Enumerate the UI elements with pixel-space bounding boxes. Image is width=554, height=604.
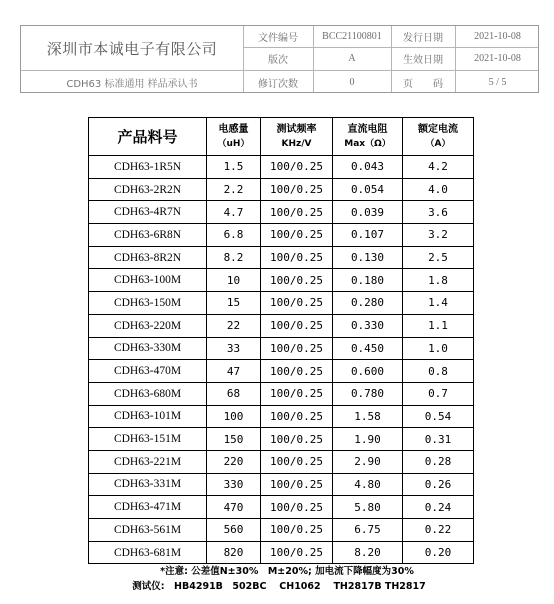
cell-test-frequency: 100/0.25 [261, 519, 333, 542]
cell-rated-current: 0.20 [403, 541, 474, 564]
cell-test-frequency: 100/0.25 [261, 178, 333, 201]
cell-test-frequency: 100/0.25 [261, 360, 333, 383]
cell-rated-current: 0.8 [403, 360, 474, 383]
table-row [89, 405, 474, 428]
table-row [89, 519, 474, 542]
col-header-unit: Max（Ω） [344, 138, 391, 149]
table-row [89, 292, 474, 315]
issue-date-label: 发行日期 [403, 33, 443, 44]
cell-rated-current: 0.54 [403, 405, 474, 428]
table-row [89, 382, 474, 405]
col-header-unit: （uH） [217, 138, 250, 149]
cell-dc-resistance: 1.58 [333, 405, 403, 428]
cell-dc-resistance: 4.80 [333, 473, 403, 496]
table-row [89, 360, 474, 383]
cell-inductance: 330 [207, 473, 261, 496]
cell-rated-current: 1.0 [403, 337, 474, 360]
col-header-text: 测试频率 [276, 123, 317, 135]
cell-dc-resistance: 5.80 [333, 496, 403, 519]
document-subtitle: CDH63 标准通用 样品承认书 [66, 78, 198, 90]
revision-value: 0 [349, 76, 355, 88]
cell-test-frequency: 100/0.25 [261, 292, 333, 315]
cell-dc-resistance: 1.90 [333, 428, 403, 451]
effective-date-label: 生效日期 [403, 55, 443, 66]
cell-part-number: CDH63-220M [89, 314, 207, 337]
table-row [89, 269, 474, 292]
cell-test-frequency: 100/0.25 [261, 428, 333, 451]
table-row [89, 224, 474, 247]
cell-part-number: CDH63-221M [89, 450, 207, 473]
table-row [89, 156, 474, 179]
col-header-unit: KHz/V [281, 138, 312, 149]
cell-part-number: CDH63-8R2N [89, 246, 207, 269]
cell-dc-resistance: 0.600 [333, 360, 403, 383]
cell-part-number: CDH63-1R5N [89, 156, 207, 179]
cell-rated-current: 3.2 [403, 224, 474, 247]
cell-part-number: CDH63-2R2N [89, 178, 207, 201]
table-row [89, 450, 474, 473]
cell-rated-current: 1.8 [403, 269, 474, 292]
table-row [89, 337, 474, 360]
cell-inductance: 4.7 [207, 201, 261, 224]
cell-inductance: 47 [207, 360, 261, 383]
table-row [89, 496, 474, 519]
cell-dc-resistance: 6.75 [333, 519, 403, 542]
version-label: 版次 [268, 55, 288, 66]
cell-dc-resistance: 2.90 [333, 450, 403, 473]
table-row [89, 178, 474, 201]
table-header-row [89, 118, 474, 156]
cell-part-number: CDH63-681M [89, 541, 207, 564]
cell-rated-current: 0.26 [403, 473, 474, 496]
table-row [89, 473, 474, 496]
col-header-rated-current [403, 118, 474, 156]
cell-inductance: 10 [207, 269, 261, 292]
cell-rated-current: 4.0 [403, 178, 474, 201]
cell-part-number: CDH63-330M [89, 337, 207, 360]
cell-test-frequency: 100/0.25 [261, 314, 333, 337]
cell-part-number: CDH63-471M [89, 496, 207, 519]
cell-part-number: CDH63-100M [89, 269, 207, 292]
col-header-part-number [89, 118, 207, 156]
cell-dc-resistance: 0.043 [333, 156, 403, 179]
cell-inductance: 8.2 [207, 246, 261, 269]
issue-date-value: 2021-10-08 [474, 31, 521, 42]
cell-rated-current: 3.6 [403, 201, 474, 224]
cell-dc-resistance: 8.20 [333, 541, 403, 564]
cell-inductance: 560 [207, 519, 261, 542]
cell-test-frequency: 100/0.25 [261, 156, 333, 179]
cell-test-frequency: 100/0.25 [261, 473, 333, 496]
cell-rated-current: 0.22 [403, 519, 474, 542]
cell-rated-current: 0.28 [403, 450, 474, 473]
cell-test-frequency: 100/0.25 [261, 337, 333, 360]
document-header [20, 25, 539, 93]
table-row [89, 541, 474, 564]
cell-dc-resistance: 0.280 [333, 292, 403, 315]
col-header-text: 产品料号 [117, 128, 178, 146]
cell-part-number: CDH63-331M [89, 473, 207, 496]
cell-part-number: CDH63-680M [89, 382, 207, 405]
doc-no-label: 文件编号 [258, 33, 298, 44]
cell-part-number: CDH63-470M [89, 360, 207, 383]
cell-test-frequency: 100/0.25 [261, 224, 333, 247]
cell-rated-current: 1.1 [403, 314, 474, 337]
company-name: 深圳市本诚电子有限公司 [46, 39, 218, 58]
tolerance-note: *注意: 公差值N±30% M±20%; 加电流下降幅度为30% [160, 566, 414, 577]
cell-rated-current: 0.24 [403, 496, 474, 519]
cell-rated-current: 1.4 [403, 292, 474, 315]
cell-dc-resistance: 0.107 [333, 224, 403, 247]
version-value: A [348, 53, 356, 64]
cell-inductance: 33 [207, 337, 261, 360]
cell-inductance: 820 [207, 541, 261, 564]
col-header-test-frequency [261, 118, 333, 156]
table-row [89, 428, 474, 451]
cell-test-frequency: 100/0.25 [261, 450, 333, 473]
col-header-unit: （A） [425, 138, 451, 149]
cell-part-number: CDH63-561M [89, 519, 207, 542]
cell-inductance: 2.2 [207, 178, 261, 201]
cell-dc-resistance: 0.330 [333, 314, 403, 337]
col-header-text: 电感量 [218, 123, 249, 135]
cell-dc-resistance: 0.054 [333, 178, 403, 201]
cell-test-frequency: 100/0.25 [261, 496, 333, 519]
cell-part-number: CDH63-4R7N [89, 201, 207, 224]
cell-inductance: 220 [207, 450, 261, 473]
effective-date-value: 2021-10-08 [474, 53, 521, 64]
cell-part-number: CDH63-151M [89, 428, 207, 451]
cell-part-number: CDH63-101M [89, 405, 207, 428]
cell-part-number: CDH63-150M [89, 292, 207, 315]
col-header-text: 直流电阻 [347, 123, 388, 135]
table-row [89, 246, 474, 269]
cell-rated-current: 4.2 [403, 156, 474, 179]
cell-inductance: 470 [207, 496, 261, 519]
cell-dc-resistance: 0.180 [333, 269, 403, 292]
revision-label: 修订次数 [258, 78, 298, 90]
cell-test-frequency: 100/0.25 [261, 269, 333, 292]
cell-inductance: 6.8 [207, 224, 261, 247]
cell-rated-current: 2.5 [403, 246, 474, 269]
table-row [89, 201, 474, 224]
cell-test-frequency: 100/0.25 [261, 246, 333, 269]
col-header-text: 额定电流 [418, 123, 458, 135]
table-row [89, 314, 474, 337]
cell-rated-current: 0.31 [403, 428, 474, 451]
test-instrument-note: 测试仪: HB4291B 502BC CH1062 TH2817B TH2817 [132, 581, 426, 592]
cell-inductance: 100 [207, 405, 261, 428]
cell-inductance: 15 [207, 292, 261, 315]
col-header-inductance [207, 118, 261, 156]
cell-test-frequency: 100/0.25 [261, 201, 333, 224]
cell-inductance: 1.5 [207, 156, 261, 179]
cell-dc-resistance: 0.780 [333, 382, 403, 405]
cell-rated-current: 0.7 [403, 382, 474, 405]
cell-inductance: 22 [207, 314, 261, 337]
cell-inductance: 68 [207, 382, 261, 405]
cell-test-frequency: 100/0.25 [261, 541, 333, 564]
col-header-dc-resistance [333, 118, 403, 156]
page-label: 页 码 [403, 78, 443, 90]
cell-inductance: 150 [207, 428, 261, 451]
doc-no-value: BCC21100801 [322, 31, 382, 42]
cell-dc-resistance: 0.039 [333, 201, 403, 224]
page-value: 5 / 5 [488, 76, 507, 88]
cell-dc-resistance: 0.130 [333, 246, 403, 269]
cell-part-number: CDH63-6R8N [89, 224, 207, 247]
cell-test-frequency: 100/0.25 [261, 405, 333, 428]
spec-table [88, 117, 474, 564]
cell-dc-resistance: 0.450 [333, 337, 403, 360]
cell-test-frequency: 100/0.25 [261, 382, 333, 405]
